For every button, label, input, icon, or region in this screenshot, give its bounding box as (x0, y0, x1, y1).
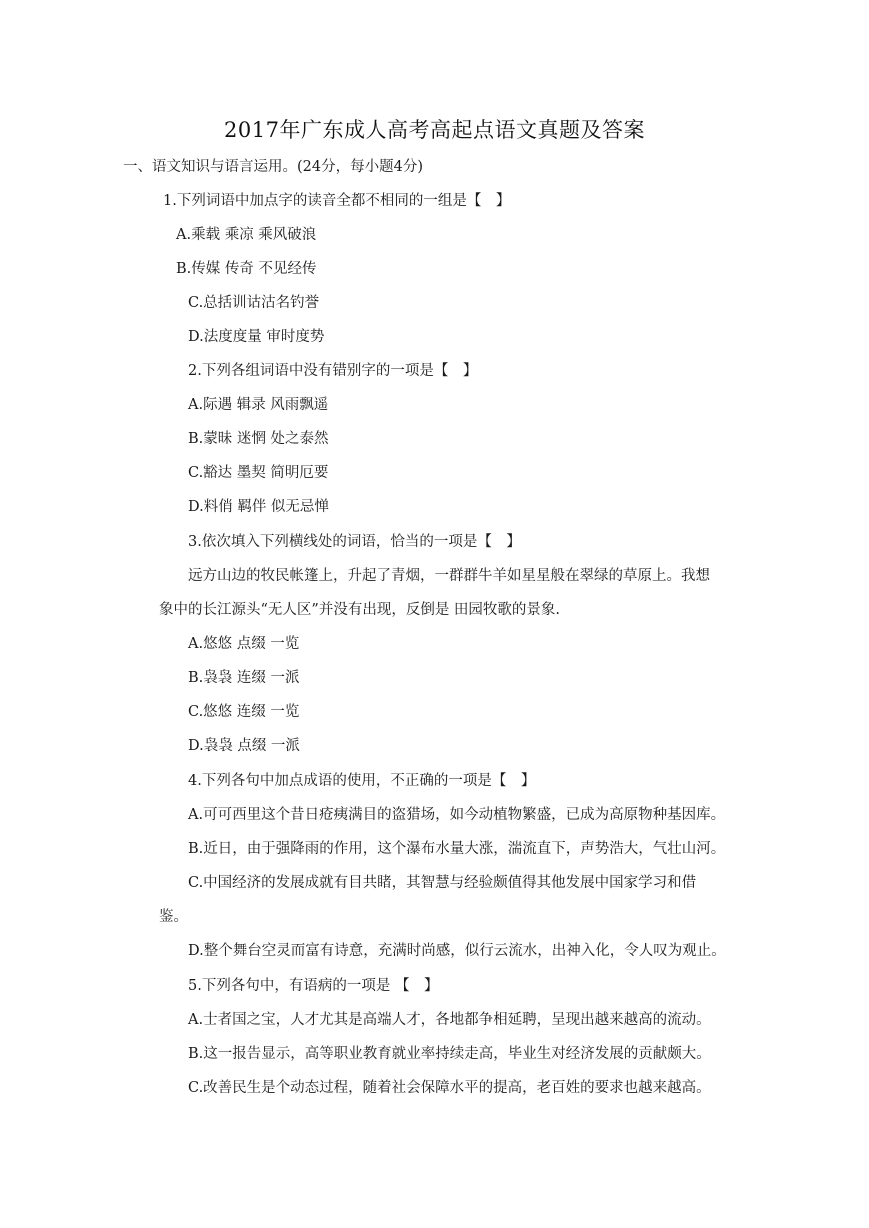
q5-stem: 5.下列各句中，有语病的一项是 【 】 (188, 978, 439, 994)
q1-option-a: A.乘载 乘凉 乘风破浪 (176, 227, 317, 243)
document-title: 2017年广东成人高考高起点语文真题及答案 (224, 118, 645, 142)
q2-stem: 2.下列各组词语中没有错别字的一项是【 】 (188, 363, 478, 379)
q2-option-d: D.料俏 羁伴 似无忌惮 (188, 499, 329, 515)
q2-option-c: C.豁达 墨契 简明厄要 (188, 465, 329, 481)
q3-option-d: D.袅袅 点缀 一派 (188, 738, 300, 754)
q4-option-d: D.整个舞台空灵而富有诗意，充满时尚感，似行云流水，出神入化，令人叹为观止。 (188, 943, 726, 959)
q5-option-c: C.改善民生是个动态过程，随着社会保障水平的提高，老百姓的要求也越来越高。 (188, 1080, 711, 1096)
q4-stem: 4.下列各句中加点成语的使用，不正确的一项是【 】 (188, 773, 536, 789)
section-heading: 一、语文知识与语言运用。(24分，每小题4分) (123, 159, 423, 175)
q4-option-c-line-2: 鉴。 (159, 909, 188, 925)
q1-option-d: D.法度度量 审时度势 (188, 329, 325, 345)
q1-option-c: C.总括训诂沽名钓誉 (188, 295, 320, 311)
q1-option-b: B.传媒 传奇 不见经传 (176, 261, 317, 277)
q4-option-b: B.近日，由于强降雨的作用，这个瀑布水量大涨，湍流直下，声势浩大，气壮山河。 (188, 841, 726, 857)
q4-option-a: A.可可西里这个昔日疮痍满目的盗猎场，如今动植物繁盛，已成为高原物种基因库。 (188, 807, 726, 823)
q3-option-b: B.袅袅 连缀 一派 (188, 670, 300, 686)
q5-option-a: A.士者国之宝，人才尤其是高端人才，各地都争相延聘，呈现出越来越高的流动。 (188, 1012, 711, 1028)
q3-passage-line-1: 远方山边的牧民帐篷上，升起了青烟，一群群牛羊如星星般在翠绿的草原上。我想 (188, 568, 710, 584)
q3-option-a: A.悠悠 点缀 一览 (188, 636, 300, 652)
q5-option-b: B.这一报告显示，高等职业教育就业率持续走高，毕业生对经济发展的贡献颇大。 (188, 1046, 711, 1062)
q3-option-c: C.悠悠 连缀 一览 (188, 704, 300, 720)
q3-stem: 3.依次填入下列横线处的词语，恰当的一项是【 】 (188, 534, 521, 550)
q2-option-a: A.际遇 辑录 风雨飘遥 (188, 397, 329, 413)
q2-option-b: B.蒙昧 迷惘 处之泰然 (188, 431, 329, 447)
q1-stem: 1.下列词语中加点字的读音全都不相同的一组是【 】 (163, 193, 511, 209)
q3-passage-line-2: 象中的长江源头“无人区”并没有出现，反倒是 田园牧歌的景象. (159, 602, 561, 618)
q4-option-c-line-1: C.中国经济的发展成就有目共睹，其智慧与经验颇值得其他发展中国家学习和借 (188, 875, 697, 891)
